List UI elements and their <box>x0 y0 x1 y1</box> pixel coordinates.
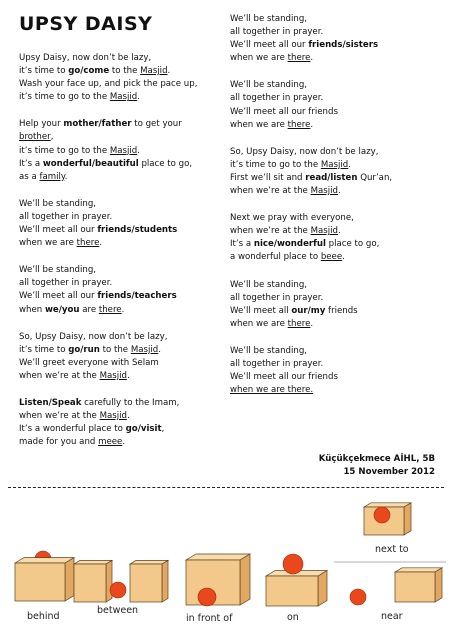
text-segment: it’s time to go to the <box>19 145 110 156</box>
text-segment: when we are <box>230 318 288 329</box>
text-segment: . <box>337 186 341 197</box>
text-segment: a wonderful place to <box>230 252 321 263</box>
on-illustration <box>266 554 327 606</box>
text-segment: when we’re at the <box>230 226 311 237</box>
text-segment: Help your <box>19 119 64 130</box>
text-segment: We’ll meet all our friends <box>230 372 338 383</box>
text-segment: We’ll be standing, <box>19 198 97 209</box>
underlined-word: Masjid <box>109 92 138 103</box>
underlined-word: there <box>287 119 311 130</box>
emphasis-word: go/run <box>68 344 100 355</box>
next-to-illustration <box>364 503 411 535</box>
text-segment: So, Upsy Daisy, now don’t be lazy, <box>19 331 168 342</box>
in-front-of-ball <box>198 588 216 606</box>
text-segment: We’ll meet all <box>230 305 292 316</box>
between-box-right <box>130 560 168 602</box>
underlined-word: there <box>287 53 311 64</box>
text-segment: . <box>99 238 103 249</box>
text-segment: Next we pray with everyone, <box>230 213 354 224</box>
text-segment: made for you and <box>19 437 99 448</box>
emphasis-word: we/you <box>44 304 80 315</box>
near-ball <box>350 589 366 605</box>
emphasis-word: mother/father <box>63 119 132 130</box>
label-on: on <box>287 612 299 623</box>
behind-illustration <box>15 551 74 601</box>
text-segment: We’ll meet all our <box>230 40 309 51</box>
underlined-word: brother <box>19 132 51 143</box>
text-segment: , <box>161 424 165 435</box>
text-segment: So, Upsy Daisy, now don’t be lazy, <box>230 146 379 157</box>
in-front-of-box <box>186 554 250 605</box>
emphasis-word: friends/students <box>97 225 178 236</box>
underlined-word: family <box>39 171 65 182</box>
text-segment: . <box>122 437 126 448</box>
text-segment: We’ll be standing, <box>230 279 308 290</box>
text-segment: to the <box>109 66 141 77</box>
signature-date: 15 November 2012 <box>343 467 435 477</box>
text-segment: when we’re at the <box>230 186 311 197</box>
emphasis-word: our/my <box>291 305 326 316</box>
text-segment: it’s time to <box>19 344 69 355</box>
label-between: between <box>97 605 139 616</box>
text-segment: . <box>337 226 341 237</box>
emphasis-word: go/visit <box>125 424 162 435</box>
text-segment: all together in prayer. <box>19 211 113 222</box>
text-segment: . <box>126 370 130 381</box>
text-segment: It’s a wonderful place to <box>19 424 126 435</box>
signature-school: Küçükçekmece AİHL, 5B <box>318 454 435 464</box>
text-segment: We’ll be standing, <box>230 14 308 24</box>
near-box <box>395 568 442 602</box>
underlined-word: meee <box>98 437 123 448</box>
text-segment: are <box>79 304 99 315</box>
text-segment: Qur’an, <box>357 172 393 183</box>
underlined-word: beee <box>320 252 343 263</box>
text-segment: . <box>137 145 140 156</box>
label-behind: behind <box>27 611 60 622</box>
underlined-word: Masjid <box>99 411 127 422</box>
text-segment: to get your <box>131 119 182 130</box>
between-ball <box>110 582 126 598</box>
emphasis-word: friends/sisters <box>308 40 379 51</box>
text-segment: Upsy Daisy, now don’t be lazy, <box>19 53 152 63</box>
underlined-word: there <box>76 238 100 249</box>
text-segment: . <box>137 92 140 103</box>
text-segment: place to go, <box>138 158 193 169</box>
text-segment: , <box>50 132 54 143</box>
poem-title: UPSY DAISY <box>19 13 153 35</box>
text-segment: We’ll be standing, <box>230 80 308 91</box>
text-segment: We’ll greet everyone with Selam <box>19 357 159 368</box>
emphasis-word: read/listen <box>305 172 358 183</box>
text-segment: . <box>64 171 68 182</box>
text-segment: We’ll meet all our <box>19 225 98 236</box>
text-segment: as a <box>19 171 40 182</box>
text-segment: when <box>19 304 45 315</box>
underlined-word: there <box>287 318 311 329</box>
text-segment: . <box>126 411 130 422</box>
behind-box <box>15 558 74 601</box>
on-box <box>266 571 327 606</box>
text-segment: We’ll meet all our friends <box>230 106 338 117</box>
underlined-word: when we are there. <box>230 385 314 396</box>
text-segment: . <box>342 252 345 263</box>
text-segment: . <box>310 318 314 329</box>
text-segment: carefully to the Imam, <box>81 397 180 408</box>
text-segment: all together in prayer. <box>19 278 113 289</box>
text-segment: We’ll meet all our <box>19 291 98 302</box>
text-segment: . <box>348 159 351 170</box>
text-segment: . <box>121 304 125 315</box>
emphasis-word: go/come <box>68 66 110 77</box>
underlined-word: Masjid <box>99 370 127 381</box>
in-front-of-illustration <box>186 554 250 606</box>
emphasis-word: friends/teachers <box>97 291 177 302</box>
text-segment: when we’re at the <box>19 370 100 381</box>
text-segment: when we are <box>19 238 77 249</box>
text-segment: it’s time to <box>19 66 69 77</box>
text-segment: It’s a <box>19 158 43 169</box>
emphasis-word: wonderful/beautiful <box>42 158 139 169</box>
text-segment: . <box>310 53 314 64</box>
text-segment: We’ll be standing, <box>230 345 308 356</box>
underlined-word: Masjid <box>140 66 168 77</box>
text-segment: . <box>158 344 161 355</box>
text-segment: when we’re at the <box>19 411 100 422</box>
text-segment: all together in prayer. <box>230 358 324 369</box>
text-segment: . <box>310 119 314 130</box>
underlined-word: Masjid <box>310 226 338 237</box>
underlined-word: Masjid <box>130 344 159 355</box>
underlined-word: Masjid <box>109 145 138 156</box>
text-segment: when we are <box>230 119 288 130</box>
text-segment: all together in prayer. <box>230 93 324 104</box>
underlined-word: Masjid <box>320 159 349 170</box>
underlined-word: there <box>98 304 122 315</box>
near-illustration <box>350 568 442 605</box>
label-next-to: next to <box>375 544 409 555</box>
text-segment: friends <box>325 305 358 316</box>
emphasis-word: nice/wonderful <box>253 239 326 250</box>
on-ball <box>283 554 303 574</box>
emphasis-word: Listen/Speak <box>19 397 82 408</box>
text-segment: it’s time to go to the <box>230 159 321 170</box>
text-segment: to the <box>99 344 131 355</box>
between-illustration <box>74 560 168 602</box>
text-segment: when we are <box>230 53 288 64</box>
between-box-left <box>74 560 112 602</box>
text-segment: all together in prayer. <box>230 292 324 303</box>
underlined-word: Masjid <box>310 186 338 197</box>
label-near: near <box>381 611 403 622</box>
label-in-front-of: in front of <box>186 613 233 624</box>
text-segment: It’s a <box>230 239 254 250</box>
text-segment: Wash your face up, and pick the pace up, <box>19 79 198 90</box>
text-segment: it’s time to go to the <box>19 92 110 103</box>
text-segment: all together in prayer. <box>230 27 324 38</box>
text-segment: We’ll be standing, <box>19 265 97 276</box>
text-segment: First we’ll sit and <box>230 172 306 183</box>
text-segment: place to go, <box>325 239 380 250</box>
next-to-ball <box>374 507 390 523</box>
text-segment: . <box>167 66 171 77</box>
